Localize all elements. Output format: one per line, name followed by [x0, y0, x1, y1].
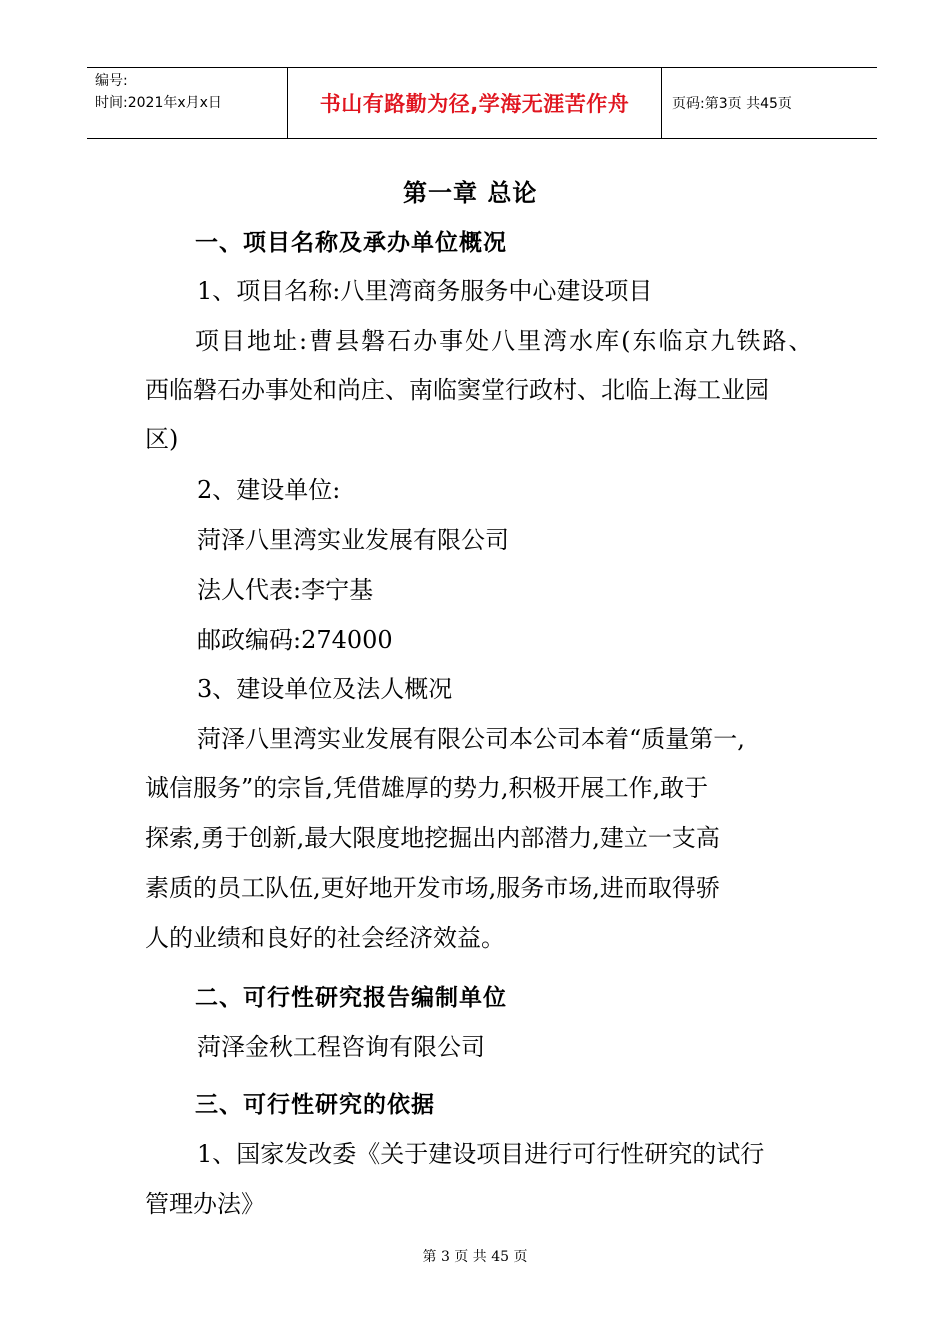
section1-heading: 一、项目名称及承办单位概况	[195, 230, 507, 256]
header-page-cell	[662, 68, 877, 138]
header-motto: 书山有路勤为径,学海无涯苦作舟	[319, 92, 630, 116]
section2-heading: 二、可行性研究报告编制单位	[195, 985, 507, 1011]
overview-label: 3、建设单位及法人概况	[197, 675, 453, 703]
header-motto-cell	[288, 68, 662, 138]
overview-line1: 菏泽八里湾实业发展有限公司本公司本着“质量第一,	[197, 725, 745, 753]
chapter-title: 第一章 总论	[403, 179, 538, 207]
header-time-label: 时间:2021年x月x日	[95, 95, 222, 111]
header-page-info: 页码:第3页 共45页	[672, 96, 792, 112]
header-code-label: 编号:	[95, 73, 128, 89]
address-line2: 西临磐石办事处和尚庄、南临窦堂行政村、北临上海工业园	[145, 376, 769, 404]
legal-representative: 法人代表:李宁基	[197, 576, 374, 604]
basis-line2: 管理办法》	[145, 1190, 265, 1218]
project-name: 1、项目名称:八里湾商务服务中心建设项目	[197, 277, 653, 305]
page-footer: 第 3 页 共 45 页	[422, 1249, 528, 1265]
header-left-cell	[87, 68, 288, 138]
page-header	[87, 67, 877, 139]
overview-line5: 人的业绩和良好的社会经济效益。	[145, 924, 505, 952]
overview-line2: 诚信服务”的宗旨,凭借雄厚的势力,积极开展工作,敢于	[145, 774, 709, 802]
basis-line1: 1、国家发改委《关于建设项目进行可行性研究的试行	[197, 1140, 765, 1168]
overview-line4: 素质的员工队伍,更好地开发市场,服务市场,进而取得骄	[145, 874, 720, 902]
section2-company: 菏泽金秋工程咨询有限公司	[197, 1033, 485, 1061]
builder-label: 2、建设单位:	[197, 476, 341, 504]
overview-line3: 探索,勇于创新,最大限度地挖掘出内部潜力,建立一支高	[145, 824, 720, 852]
postcode: 邮政编码:274000	[197, 626, 393, 654]
builder-name: 菏泽八里湾实业发展有限公司	[197, 526, 509, 554]
section3-heading: 三、可行性研究的依据	[195, 1092, 435, 1118]
address-line1: 项目地址:曹县磐石办事处八里湾水库(东临京九铁路、	[195, 327, 815, 355]
address-line3: 区)	[145, 425, 179, 453]
